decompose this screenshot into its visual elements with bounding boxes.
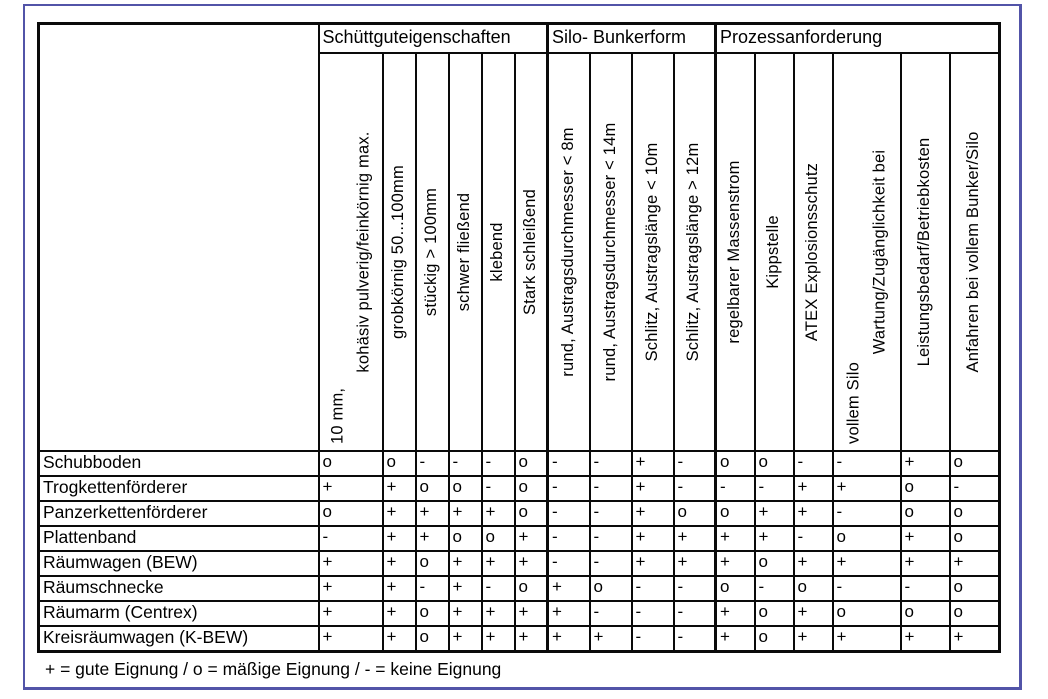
column-header xyxy=(383,53,416,451)
matrix-cell: o xyxy=(515,451,548,476)
matrix-cell: - xyxy=(590,501,632,526)
matrix-cell: + xyxy=(794,476,833,501)
column-header-text xyxy=(452,58,478,446)
column-header-text xyxy=(640,58,666,446)
column-header xyxy=(416,53,449,451)
column-header-text xyxy=(912,58,938,446)
matrix-cell: - xyxy=(674,626,716,652)
table-row xyxy=(39,626,1000,652)
matrix-cell: - xyxy=(548,451,590,476)
table-row xyxy=(39,551,1000,576)
matrix-cell: o xyxy=(901,501,950,526)
matrix-cell: - xyxy=(833,451,901,476)
matrix-cell: o xyxy=(515,576,548,601)
matrix-cell: o xyxy=(950,526,1000,551)
column-header-rotator xyxy=(795,55,832,449)
matrix-cell: + xyxy=(674,551,716,576)
matrix-cell: - xyxy=(794,526,833,551)
matrix-cell: + xyxy=(383,551,416,576)
column-header-line: Schlitz, Austragslänge < 10m xyxy=(642,142,661,361)
matrix-cell: + xyxy=(449,601,482,626)
matrix-cell: + xyxy=(632,501,674,526)
column-header-text xyxy=(556,58,582,446)
column-header-line: stückig > 100mm xyxy=(422,187,441,316)
matrix-cell: - xyxy=(482,576,515,601)
column-header-line: kohäsiv pulverig/feinkörnig max. xyxy=(353,130,372,373)
matrix-cell: - xyxy=(755,476,794,501)
matrix-cell: o xyxy=(950,501,1000,526)
column-header-line: rund, Austragsdurchmesser < 14m xyxy=(600,122,619,381)
column-header-text xyxy=(518,58,544,446)
row-header: Plattenband xyxy=(39,526,319,551)
column-header-rotator xyxy=(633,55,673,449)
matrix-cell: + xyxy=(482,501,515,526)
matrix-cell: + xyxy=(716,551,755,576)
matrix-cell: + xyxy=(833,476,901,501)
matrix-cell: + xyxy=(515,526,548,551)
matrix-cell: + xyxy=(716,601,755,626)
column-header xyxy=(716,53,755,451)
matrix-cell: + xyxy=(901,626,950,652)
column-header-line: Anfahren bei vollem Bunker/Silo xyxy=(964,131,983,372)
matrix-cell: - xyxy=(755,576,794,601)
column-header xyxy=(632,53,674,451)
column-header-line: Kippstelle xyxy=(764,214,783,289)
matrix-cell: - xyxy=(590,526,632,551)
matrix-cell: o xyxy=(755,451,794,476)
matrix-cell: o xyxy=(833,601,901,626)
column-header-line: Stark schleißend xyxy=(520,188,539,315)
matrix-cell: o xyxy=(590,576,632,601)
column-header xyxy=(674,53,716,451)
matrix-cell: - xyxy=(674,476,716,501)
matrix-cell: o xyxy=(716,451,755,476)
matrix-cell: - xyxy=(416,451,449,476)
column-header xyxy=(482,53,515,451)
matrix-cell: + xyxy=(482,551,515,576)
column-header xyxy=(319,53,383,451)
matrix-cell: + xyxy=(383,526,416,551)
column-header-rotator xyxy=(834,55,900,449)
matrix-cell: - xyxy=(548,526,590,551)
column-header xyxy=(794,53,833,451)
column-header-line: ATEX Explosionsschutz xyxy=(803,162,822,341)
column-header-rotator xyxy=(549,55,589,449)
column-header xyxy=(950,53,1000,451)
column-header-rotator xyxy=(417,55,448,449)
matrix-cell: o xyxy=(449,526,482,551)
column-header xyxy=(901,53,950,451)
column-header-line: schwer fließend xyxy=(455,192,474,311)
row-header: Räumschnecke xyxy=(39,576,319,601)
column-header xyxy=(449,53,482,451)
matrix-cell: - xyxy=(674,451,716,476)
matrix-cell: + xyxy=(548,576,590,601)
column-header-text xyxy=(761,58,787,446)
matrix-cell: - xyxy=(590,451,632,476)
matrix-cell: - xyxy=(950,476,1000,501)
matrix-cell: o xyxy=(383,451,416,476)
matrix-cell: o xyxy=(515,476,548,501)
matrix-cell: + xyxy=(674,526,716,551)
matrix-cell: + xyxy=(794,501,833,526)
column-header-line: 10 mm, xyxy=(327,387,346,444)
matrix-cell: + xyxy=(383,601,416,626)
group-header: Schüttguteigenschaften xyxy=(319,24,548,53)
matrix-cell: o xyxy=(950,451,1000,476)
matrix-cell: - xyxy=(674,576,716,601)
row-header: Panzerkettenförderer xyxy=(39,501,319,526)
table-row xyxy=(39,501,1000,526)
matrix-cell: + xyxy=(548,626,590,652)
column-header-text xyxy=(325,58,376,446)
matrix-cell: + xyxy=(632,551,674,576)
page-frame xyxy=(23,4,1022,690)
column-header-text xyxy=(598,58,624,446)
column-header-rotator xyxy=(675,55,715,449)
matrix-cell: o xyxy=(716,501,755,526)
matrix-cell: o xyxy=(716,576,755,601)
table-row xyxy=(39,451,1000,476)
group-header-row xyxy=(39,24,1000,53)
column-header-text xyxy=(722,58,748,446)
group-header: Silo- Bunkerform xyxy=(548,24,716,53)
matrix-cell: + xyxy=(449,626,482,652)
matrix-head xyxy=(39,24,1000,451)
matrix-cell: + xyxy=(950,626,1000,652)
matrix-cell: + xyxy=(950,551,1000,576)
matrix-cell: o xyxy=(755,626,794,652)
matrix-cell: + xyxy=(794,626,833,652)
column-header-text xyxy=(800,58,826,446)
matrix-cell: + xyxy=(449,501,482,526)
table-row xyxy=(39,576,1000,601)
column-header-text xyxy=(386,58,412,446)
matrix-cell: - xyxy=(548,551,590,576)
matrix-cell: - xyxy=(548,501,590,526)
matrix-cell: + xyxy=(755,501,794,526)
column-header xyxy=(755,53,794,451)
matrix-cell: o xyxy=(674,501,716,526)
matrix-cell: - xyxy=(449,451,482,476)
matrix-cell: + xyxy=(482,601,515,626)
column-header-rotator xyxy=(320,55,382,449)
column-header-rotator xyxy=(450,55,481,449)
matrix-cell: - xyxy=(716,476,755,501)
column-header-line: regelbarer Massenstrom xyxy=(725,159,744,344)
matrix-cell: o xyxy=(901,476,950,501)
table-row xyxy=(39,526,1000,551)
column-header-line: Schlitz, Austragslänge > 12m xyxy=(684,142,703,361)
matrix-cell: - xyxy=(794,451,833,476)
matrix-cell: + xyxy=(515,551,548,576)
column-header xyxy=(548,53,590,451)
matrix-cell: - xyxy=(590,476,632,501)
matrix-cell: o xyxy=(416,551,449,576)
matrix-cell: - xyxy=(590,601,632,626)
table-row xyxy=(39,601,1000,626)
column-header-rotator xyxy=(951,55,999,449)
legend: + = gute Eignung / o = mäßige Eignung / - = keine Eignung xyxy=(45,658,502,679)
column-header-text xyxy=(419,58,445,446)
column-header-line: grobkörnig 50...100mm xyxy=(389,164,408,339)
matrix-cell: o xyxy=(515,501,548,526)
column-header-text xyxy=(961,58,987,446)
matrix-cell: - xyxy=(674,601,716,626)
matrix-cell: + xyxy=(548,601,590,626)
matrix-cell: + xyxy=(482,626,515,652)
matrix-cell: + xyxy=(515,626,548,652)
matrix-cell: o xyxy=(416,626,449,652)
column-header-rotator xyxy=(384,55,415,449)
row-header: Kreisräumwagen (K-BEW) xyxy=(39,626,319,652)
matrix-cell: o xyxy=(950,601,1000,626)
column-header-text xyxy=(841,58,892,446)
column-header-line: klebend xyxy=(488,221,507,282)
matrix-cell: + xyxy=(383,476,416,501)
matrix-cell: + xyxy=(515,601,548,626)
matrix-cell: o xyxy=(319,501,383,526)
column-header-rotator xyxy=(756,55,793,449)
matrix-cell: + xyxy=(416,501,449,526)
matrix-cell: + xyxy=(833,551,901,576)
column-header xyxy=(515,53,548,451)
matrix-cell: + xyxy=(901,451,950,476)
matrix-cell: - xyxy=(416,576,449,601)
matrix-cell: - xyxy=(590,551,632,576)
matrix-cell: - xyxy=(833,501,901,526)
matrix-cell: + xyxy=(632,476,674,501)
matrix-cell: + xyxy=(319,601,383,626)
matrix-cell: o xyxy=(319,451,383,476)
matrix-cell: + xyxy=(901,526,950,551)
matrix-cell: - xyxy=(482,451,515,476)
matrix-cell: - xyxy=(632,601,674,626)
row-header: Räumwagen (BEW) xyxy=(39,551,319,576)
matrix-cell: + xyxy=(794,601,833,626)
matrix-cell: o xyxy=(950,576,1000,601)
matrix-cell: + xyxy=(449,576,482,601)
matrix-cell: o xyxy=(416,601,449,626)
column-header-rotator xyxy=(483,55,514,449)
column-header-rotator xyxy=(516,55,547,449)
matrix-cell: + xyxy=(716,526,755,551)
matrix-cell: + xyxy=(383,501,416,526)
column-header-line: rund, Austragsdurchmesser < 8m xyxy=(558,126,577,377)
matrix-cell: o xyxy=(901,601,950,626)
matrix-cell: + xyxy=(590,626,632,652)
matrix-cell: - xyxy=(548,476,590,501)
matrix-cell: + xyxy=(755,526,794,551)
column-header-rotator xyxy=(717,55,754,449)
column-header xyxy=(833,53,901,451)
matrix-cell: + xyxy=(449,551,482,576)
column-header-text xyxy=(681,58,707,446)
column-header-line: vollem Silo xyxy=(843,361,862,444)
matrix-cell: + xyxy=(632,526,674,551)
matrix-cell: o xyxy=(755,551,794,576)
matrix-cell: - xyxy=(632,576,674,601)
corner-cell xyxy=(39,24,319,451)
matrix-cell: - xyxy=(632,626,674,652)
matrix-cell: + xyxy=(794,551,833,576)
matrix-cell: o xyxy=(794,576,833,601)
matrix-cell: o xyxy=(755,601,794,626)
row-header: Trogkettenförderer xyxy=(39,476,319,501)
matrix-cell: + xyxy=(319,626,383,652)
column-header xyxy=(590,53,632,451)
matrix-cell: + xyxy=(319,551,383,576)
matrix-cell: - xyxy=(319,526,383,551)
matrix-cell: o xyxy=(833,526,901,551)
matrix-cell: o xyxy=(482,526,515,551)
matrix-cell: + xyxy=(833,626,901,652)
row-header: Schubboden xyxy=(39,451,319,476)
matrix-cell: + xyxy=(716,626,755,652)
matrix-cell: - xyxy=(901,576,950,601)
table-row xyxy=(39,476,1000,501)
matrix-cell: + xyxy=(416,526,449,551)
column-header-rotator xyxy=(902,55,949,449)
column-header-text xyxy=(485,58,511,446)
group-header: Prozessanforderung xyxy=(716,24,1000,53)
row-header: Räumarm (Centrex) xyxy=(39,601,319,626)
column-header-rotator xyxy=(591,55,631,449)
matrix-cell: + xyxy=(632,451,674,476)
matrix-cell: + xyxy=(319,576,383,601)
matrix-body xyxy=(39,451,1000,652)
matrix-cell: + xyxy=(319,476,383,501)
matrix-cell: o xyxy=(416,476,449,501)
matrix-cell: + xyxy=(901,551,950,576)
matrix-cell: + xyxy=(383,626,416,652)
column-header-line: Leistungsbedarf/Betriebkosten xyxy=(915,137,934,366)
matrix-cell: - xyxy=(482,476,515,501)
suitability-matrix xyxy=(37,22,1001,653)
matrix-cell: o xyxy=(449,476,482,501)
matrix-cell: - xyxy=(833,576,901,601)
column-header-line: Wartung/Zugänglichkeit bei xyxy=(869,149,888,354)
matrix-cell: + xyxy=(383,576,416,601)
